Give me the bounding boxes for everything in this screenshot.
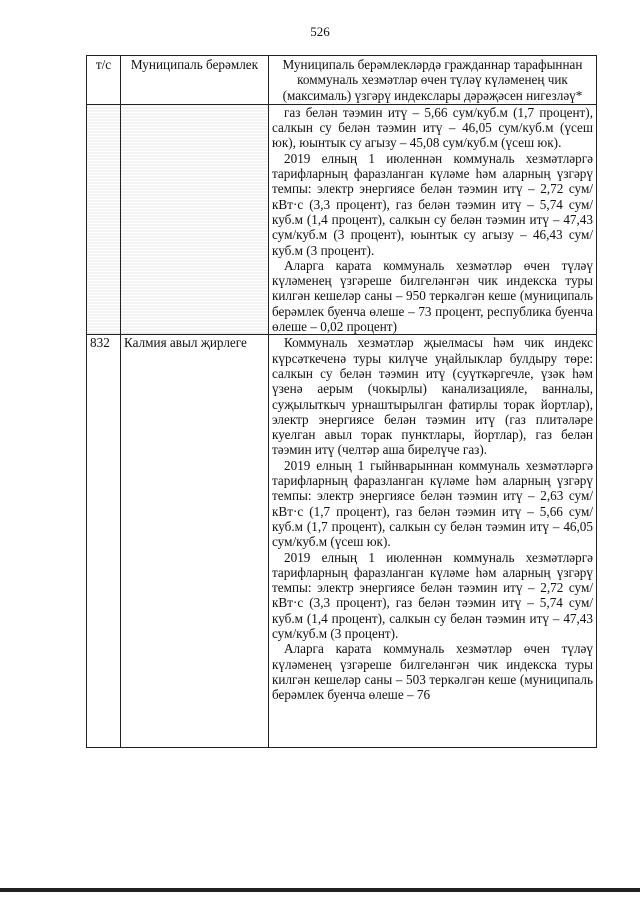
tariff-table bbox=[86, 55, 597, 748]
header-num: т/с bbox=[87, 56, 121, 105]
paragraph: 2019 елның 1 июленнән коммуналь хезмәтләргә тарифларның фаразланган күләме һәм аларның үзгәрү темпы: электр энергиясе белән тәэмин итү – 2,72 сум/кВт·с (3,3 процент), газ белән тәэмин итү – 5,74 сум/куб.м (1,4 процент), салкын су белән тәэмин итү – 47,43 сум/куб.м (3 процент), юынтык су агызу – 46,43 сум/куб.м (3 процент). bbox=[272, 150, 593, 258]
paragraph: Коммуналь хезмәтләр җыелмасы һәм чик индекс күрсәткеченә туры килүче уңайлыклар булдыру төре: салкын су белән тәэмин итү (суүткәргечле, үзәк һәм үзенә аерым (чокырлы) канализацияле, ванналы, суҗылыткыч урнаштырылган фатирлы торак йортлар), электр энергиясе белән тәэмин итү (газ плитәләре куелган авыл торак пунктлары, йортлар), газ белән тәэмин итү (челтәр аша бирелүче газ). bbox=[272, 335, 593, 458]
table-header-row bbox=[87, 56, 597, 105]
footer-divider bbox=[0, 888, 640, 892]
paragraph: 2019 елның 1 гыйнварыннан коммуналь хезмәтләргә тарифларның фаразланган күләме һәм аларның үзгәрү темпы: электр энергиясе белән тәэмин итү – 2,63 сум/кВт·с (1,7 процент), газ белән тәэмин итү – 5,66 сум/куб.м (1,7 процент), салкын су белән тәэмин итү – 46,05 сум/куб.м (үсеш юк). bbox=[272, 457, 593, 550]
row-indices-text bbox=[269, 104, 597, 334]
paragraph: Аларга карата коммуналь хезмәтләр өчен түләү күләменең үзгәреше билгеләнгән чик индекска туры килгән кешеләр саны – 950 теркәлгән кеше (муниципаль берәмлек буенча өлеше – 73 процент, республика буенча өлеше – 0,02 процент) bbox=[272, 257, 593, 335]
row-entity bbox=[121, 104, 269, 334]
table-row bbox=[87, 104, 597, 334]
row-entity: Калмия авыл җирлеге bbox=[121, 335, 269, 748]
row-indices-text bbox=[269, 335, 597, 748]
page-number: 526 bbox=[310, 24, 330, 39]
paragraph: Аларга карата коммуналь хезмәтләр өчен түләү күләменең үзгәреше билгеләнгән чик индекска туры килгән кешеләр саны – 503 теркәлгән кеше (муниципаль берәмлек буенча өлеше – 76 bbox=[272, 641, 593, 703]
paragraph: 2019 елның 1 июленнән коммуналь хезмәтләргә тарифларның фаразланган күләме һәм аларның үзгәрү темпы: электр энергиясе белән тәэмин итү – 2,72 сум/кВт·с (3,3 процент), газ белән тәэмин итү – 5,74 сум/куб.м (1,4 процент), салкын су белән тәэмин итү – 47,43 сум/куб.м (3 процент). bbox=[272, 549, 593, 641]
table-row bbox=[87, 335, 597, 748]
row-number bbox=[87, 104, 121, 334]
header-indices: Муниципаль берәмлекләрдә гражданнар тарафыннан коммуналь хезмәтләр өчен түләү күләменең чик (максималь) үзгәрү индекслары дәрәҗәсен нигезләү* bbox=[269, 56, 597, 105]
row-number: 832 bbox=[87, 335, 121, 748]
header-entity: Муниципаль берәмлек bbox=[121, 56, 269, 105]
paragraph: газ белән тәэмин итү – 5,66 сум/куб.м (1,7 процент), салкын су белән тәэмин итү – 46,05 сум/куб.м (үсеш юк), юынтык су агызу – 45,08 сум/куб.м (үсеш юк). bbox=[272, 104, 593, 151]
